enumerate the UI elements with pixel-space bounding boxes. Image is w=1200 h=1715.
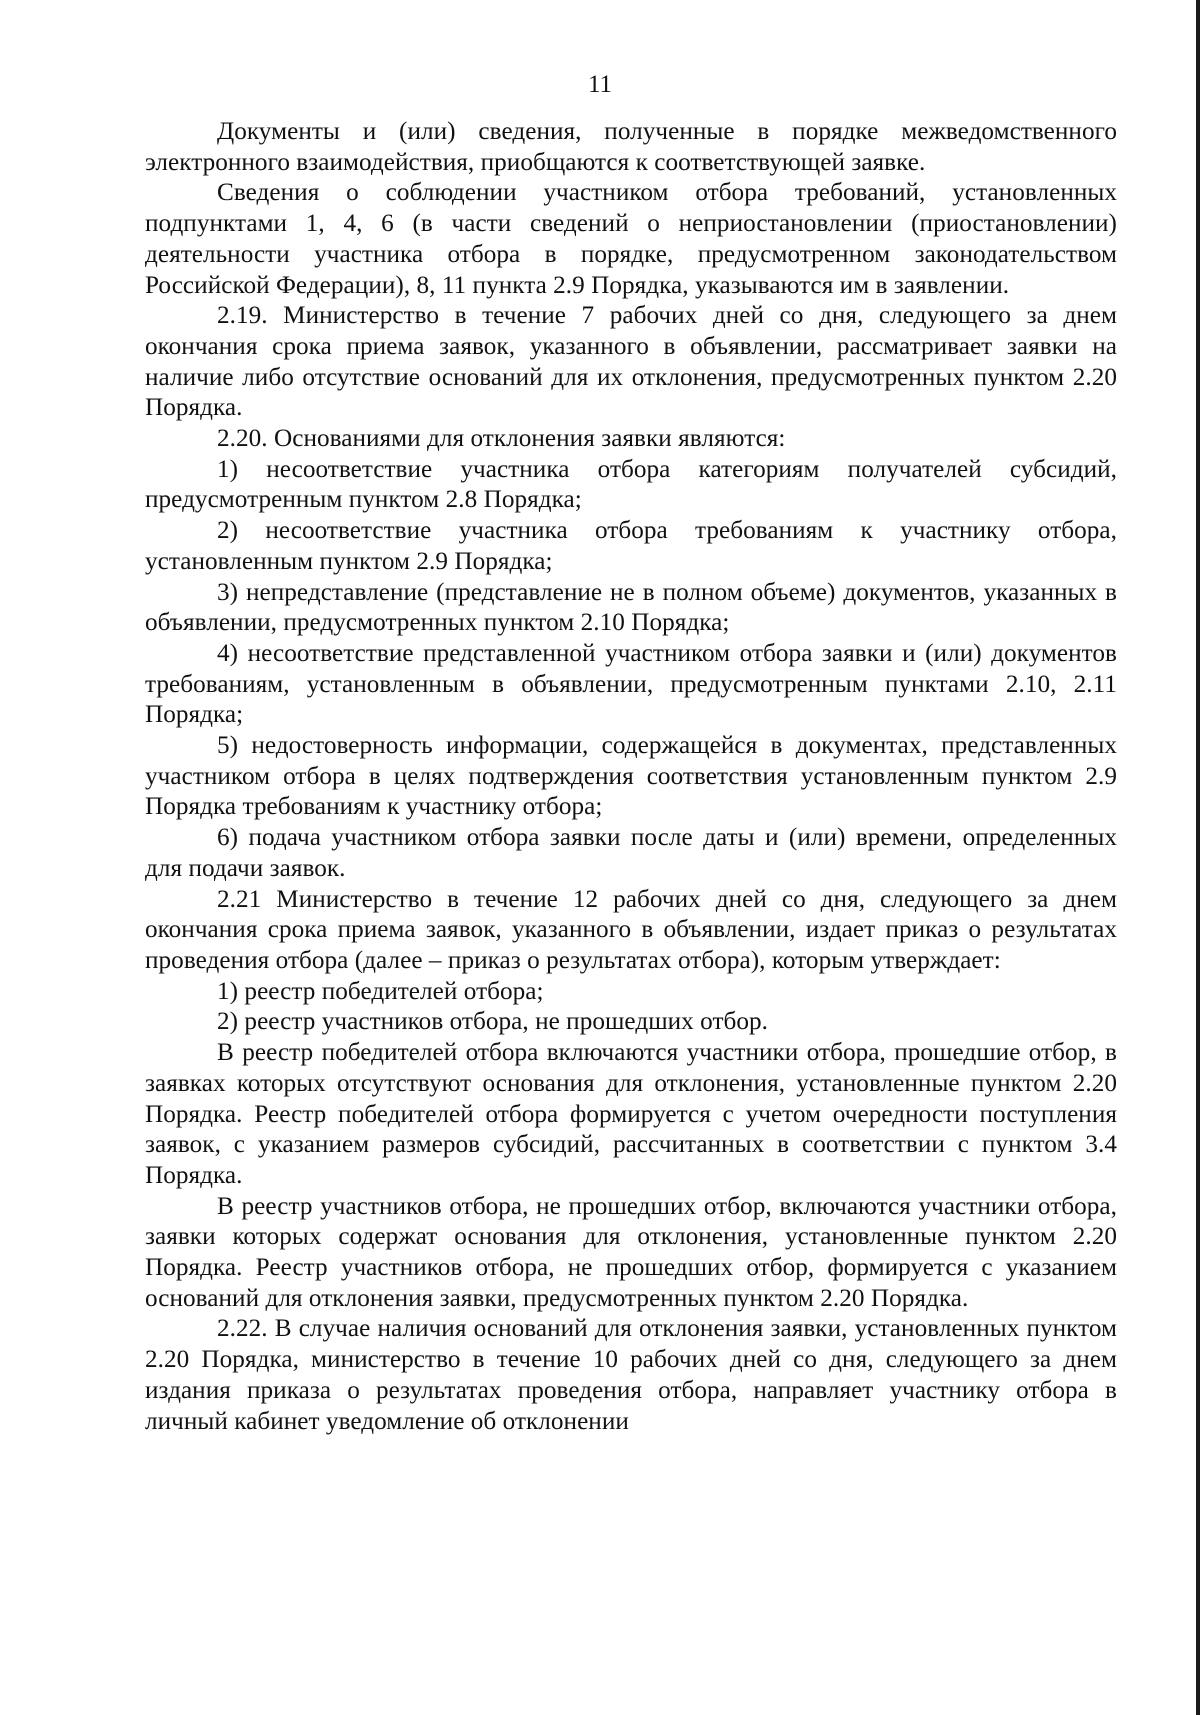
paragraph-2-21: 2.21 Министерство в течение 12 рабочих дней со дня, следующего за днем окончания срока приема заявок, указанного в объявлении, издает приказ о результатах проведения отбора (далее – приказ о результатах отбора), которым утверждает: [145,885,1117,974]
paragraph-winners-registry: В реестр победителей отбора включаются участники отбора, прошедшие отбор, в заявках которых отсутствуют основания для отклонения, установленные пунктом 2.20 Порядка. Реестр победителей отбора формируется с учетом очередности поступления заявок, с указанием размеров субсидий, рассчитанных в соответствии с пунктом 3.4 Порядка. [145,1039,1117,1189]
paragraph-2-19: 2.19. Министерство в течение 7 рабочих дней со дня, следующего за днем окончания срока приема заявок, указанного в объявлении, рассматривает заявки на наличие либо отсутствие оснований для их отклонения, предусмотренных пунктом 2.20 Порядка. [145,302,1117,422]
paragraph-interagency-documents: Документы и (или) сведения, полученные в порядке межведомственного электронного взаимодействия, приобщаются к соответствующей заявке. [145,118,1117,176]
scan-edge-shadow [1196,0,1200,1715]
list-item-2-20-5: 5) недостоверность информации, содержащейся в документах, представленных участником отбора в целях подтверждения соответствия установленным пунктом 2.9 Порядка требованиям к участнику отбора; [145,732,1117,821]
paragraph-rejected-registry: В реестр участников отбора, не прошедших отбор, включаются участники отбора, заявки которых содержат основания для отклонения, установленные пунктом 2.20 Порядка. Реестр участников отбора, не прошедших отбор, формируется с указанием оснований для отклонения заявки, предусмотренных пунктом 2.20 Порядка. [145,1192,1117,1312]
list-item-2-20-3: 3) непредставление (представление не в полном объеме) документов, указанных в объявлении, предусмотренных пунктом 2.10 Порядка; [145,578,1117,637]
paragraph-compliance-info: Сведения о соблюдении участником отбора требований, установленных подпунктами 1, 4, 6 (в части сведений о неприостановлении (приостановлении) деятельности участника отбора в порядке, предусмотренном законодательством Российской Федерации), 8, 11 пункта 2.9 Порядка, указываются им в заявлении. [145,179,1117,299]
list-item-2-20-2: 2) несоответствие участника отбора требованиям к участнику отбора, установленным пунктом 2.9 Порядка; [145,517,1117,575]
page-number: 11 [587,71,613,98]
paragraph-2-20: 2.20. Основаниями для отклонения заявки являются: [217,425,786,453]
paragraph-2-22: 2.22. В случае наличия оснований для отклонения заявки, установленных пунктом 2.20 Порядка, министерство в течение 10 рабочих дней со дня, следующего за днем издания приказа о результатах проведения отбора, направляет участнику отбора в личный кабинет уведомление об отклонении [145,1315,1117,1435]
list-item-2-21-2: 2) реестр участников отбора, не прошедших отбор. [217,1008,769,1036]
list-item-2-21-1: 1) реестр победителей отбора; [217,977,544,1005]
document-body [145,117,1117,1437]
list-item-2-20-4: 4) несоответствие представленной участником отбора заявки и (или) документов требованиям, установленным в объявлении, предусмотренным пунктами 2.10, 2.11 Порядка; [145,639,1117,729]
list-item-2-20-6: 6) подача участником отбора заявки после даты и (или) времени, определенных для подачи заявок. [145,824,1117,882]
list-item-2-20-1: 1) несоответствие участника отбора категориям получателей субсидий, предусмотренным пунктом 2.8 Порядка; [145,455,1117,514]
